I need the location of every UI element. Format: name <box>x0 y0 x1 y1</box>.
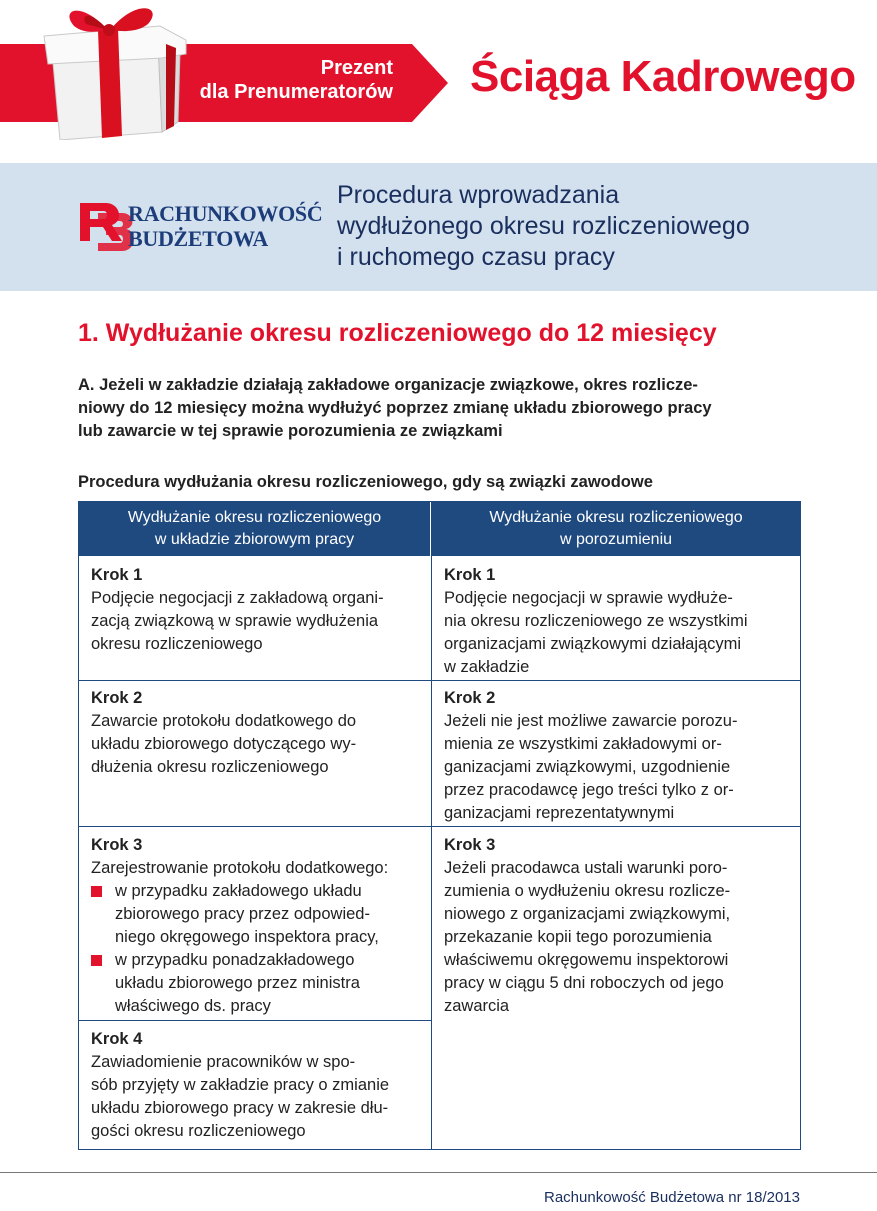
subscriber-gift-label <box>93 56 393 104</box>
section-heading: 1. Wydłużanie okresu rozliczeniowego do 12 miesięcy <box>78 319 717 347</box>
step-text: pracy w ciągu 5 dni roboczych od jego <box>444 974 724 992</box>
step-text: gości okresu rozliczeniowego <box>91 1122 306 1140</box>
header-line: Wydłużanie okresu rozliczeniowego <box>489 509 743 526</box>
procedure-title-line: wydłużonego okresu rozliczeniowego <box>337 212 750 240</box>
logo-line: RACHUNKOWOŚĆ <box>128 201 323 226</box>
step-text: Jeżeli pracodawca ustali warunki poro- <box>444 859 728 877</box>
bullet-text: układu zbiorowego przez ministra <box>115 974 360 992</box>
step-text: nia okresu rozliczeniowego ze wszystkimi <box>444 612 748 630</box>
intro-line: niowy do 12 miesięcy można wydłużyć poprzez zmianę układu zbiorowego pracy <box>78 399 712 417</box>
step-text: ganizacjami związkowymi, uzgodnienie <box>444 758 731 776</box>
step-cell-left-4 <box>91 1028 389 1143</box>
bullet-square-icon <box>91 886 102 897</box>
step-cell-left-3 <box>91 834 388 1018</box>
step-text: Jeżeli nie jest możliwe zawarcie porozu- <box>444 712 738 730</box>
step-cell-right-3 <box>444 834 730 1018</box>
step-text: Zawiadomienie pracowników w spo- <box>91 1053 356 1071</box>
header-line: Wydłużanie okresu rozliczeniowego <box>127 509 382 526</box>
step-text: zumienia o wydłużeniu okresu rozlicze- <box>444 882 731 900</box>
bullet-item <box>91 949 388 1018</box>
step-text: Zawarcie protokołu dodatkowego do <box>91 712 357 730</box>
step-label: Krok 1 <box>91 566 143 584</box>
footer-issue: Rachunkowość Budżetowa nr 18/2013 <box>544 1189 800 1206</box>
intro-line: A. Jeżeli w zakładzie działają zakładowe organizacje związkowe, okres rozlicze- <box>78 376 698 394</box>
procedure-table <box>78 501 801 1150</box>
step-cell-left-1 <box>91 564 384 656</box>
step-text: niowego z organizacjami związkowymi, <box>444 905 731 923</box>
step-text: układu zbiorowego dotyczącego wy- <box>91 735 357 753</box>
step-text: Podjęcie negocjacji z zakładową organi- <box>91 589 384 607</box>
step-text: układu zbiorowego pracy w zakresie dłu- <box>91 1099 389 1117</box>
column-header-agreement <box>432 502 800 556</box>
step-text: w zakładzie <box>444 658 530 676</box>
step-text: Zarejestrowanie protokołu dodatkowego: <box>91 859 389 877</box>
bullet-text: właściwego ds. pracy <box>115 997 271 1015</box>
bullet-text: zbiorowego pracy przez odpowied- <box>115 905 370 923</box>
intro-line: lub zawarcie w tej sprawie porozumienia ze związkami <box>78 422 503 440</box>
intro-paragraph <box>78 374 818 443</box>
step-label: Krok 1 <box>444 566 496 584</box>
bullet-item <box>91 880 388 949</box>
row-divider <box>79 680 431 681</box>
table-caption: Procedura wydłużania okresu rozliczeniowego, gdy są związki zawodowe <box>78 473 653 491</box>
procedure-title-line: i ruchomego czasu pracy <box>337 243 615 271</box>
step-cell-right-1 <box>444 564 748 679</box>
step-label: Krok 2 <box>91 689 143 707</box>
header-line: w porozumieniu <box>559 531 673 548</box>
step-text: przekazanie kopii tego porozumienia <box>444 928 712 946</box>
row-divider <box>432 826 800 827</box>
row-divider <box>432 680 800 681</box>
step-text: dłużenia okresu rozliczeniowego <box>91 758 329 776</box>
bullet-text: w przypadku ponadzakładowego <box>115 951 355 969</box>
row-divider <box>79 1020 431 1021</box>
column-header-collective-agreement <box>79 502 430 556</box>
step-label: Krok 3 <box>91 836 143 854</box>
header-line: w układzie zbiorowym pracy <box>154 531 355 548</box>
step-label: Krok 3 <box>444 836 496 854</box>
row-divider <box>79 826 431 827</box>
step-text: zacją związkową w sprawie wydłużenia <box>91 612 379 630</box>
step-text: ganizacjami reprezentatywnymi <box>444 804 675 822</box>
publisher-logo-text <box>128 201 322 251</box>
bullet-square-icon <box>91 955 102 966</box>
gift-label-line: Prezent <box>320 57 393 79</box>
bullet-text: niego okręgowego inspektora pracy, <box>115 928 379 946</box>
step-cell-right-2 <box>444 687 737 825</box>
step-text: sób przyjęty w zakładzie pracy o zmianie <box>91 1076 390 1094</box>
step-label: Krok 2 <box>444 689 496 707</box>
step-cell-left-2 <box>91 687 356 779</box>
logo-line: BUDŻETOWA <box>128 226 268 251</box>
step-text: Podjęcie negocjacji w sprawie wydłuże- <box>444 589 733 607</box>
page-title: Ściąga Kadrowego <box>470 52 856 101</box>
step-text: właściwemu okręgowemu inspektorowi <box>444 951 729 969</box>
procedure-title <box>337 180 857 273</box>
footer-divider <box>0 1172 877 1173</box>
procedure-title-line: Procedura wprowadzania <box>337 181 620 209</box>
step-label: Krok 4 <box>91 1030 143 1048</box>
step-text: mienia ze wszystkimi zakładowymi or- <box>444 735 722 753</box>
gift-label-line: dla Prenumeratorów <box>199 81 393 103</box>
step-text: przez pracodawcę jego treści tylko z or- <box>444 781 734 799</box>
step-text: organizacjami związkowymi działającymi <box>444 635 742 653</box>
step-text: okresu rozliczeniowego <box>91 635 263 653</box>
step-text: zawarcia <box>444 997 510 1015</box>
bullet-text: w przypadku zakładowego układu <box>115 882 362 900</box>
